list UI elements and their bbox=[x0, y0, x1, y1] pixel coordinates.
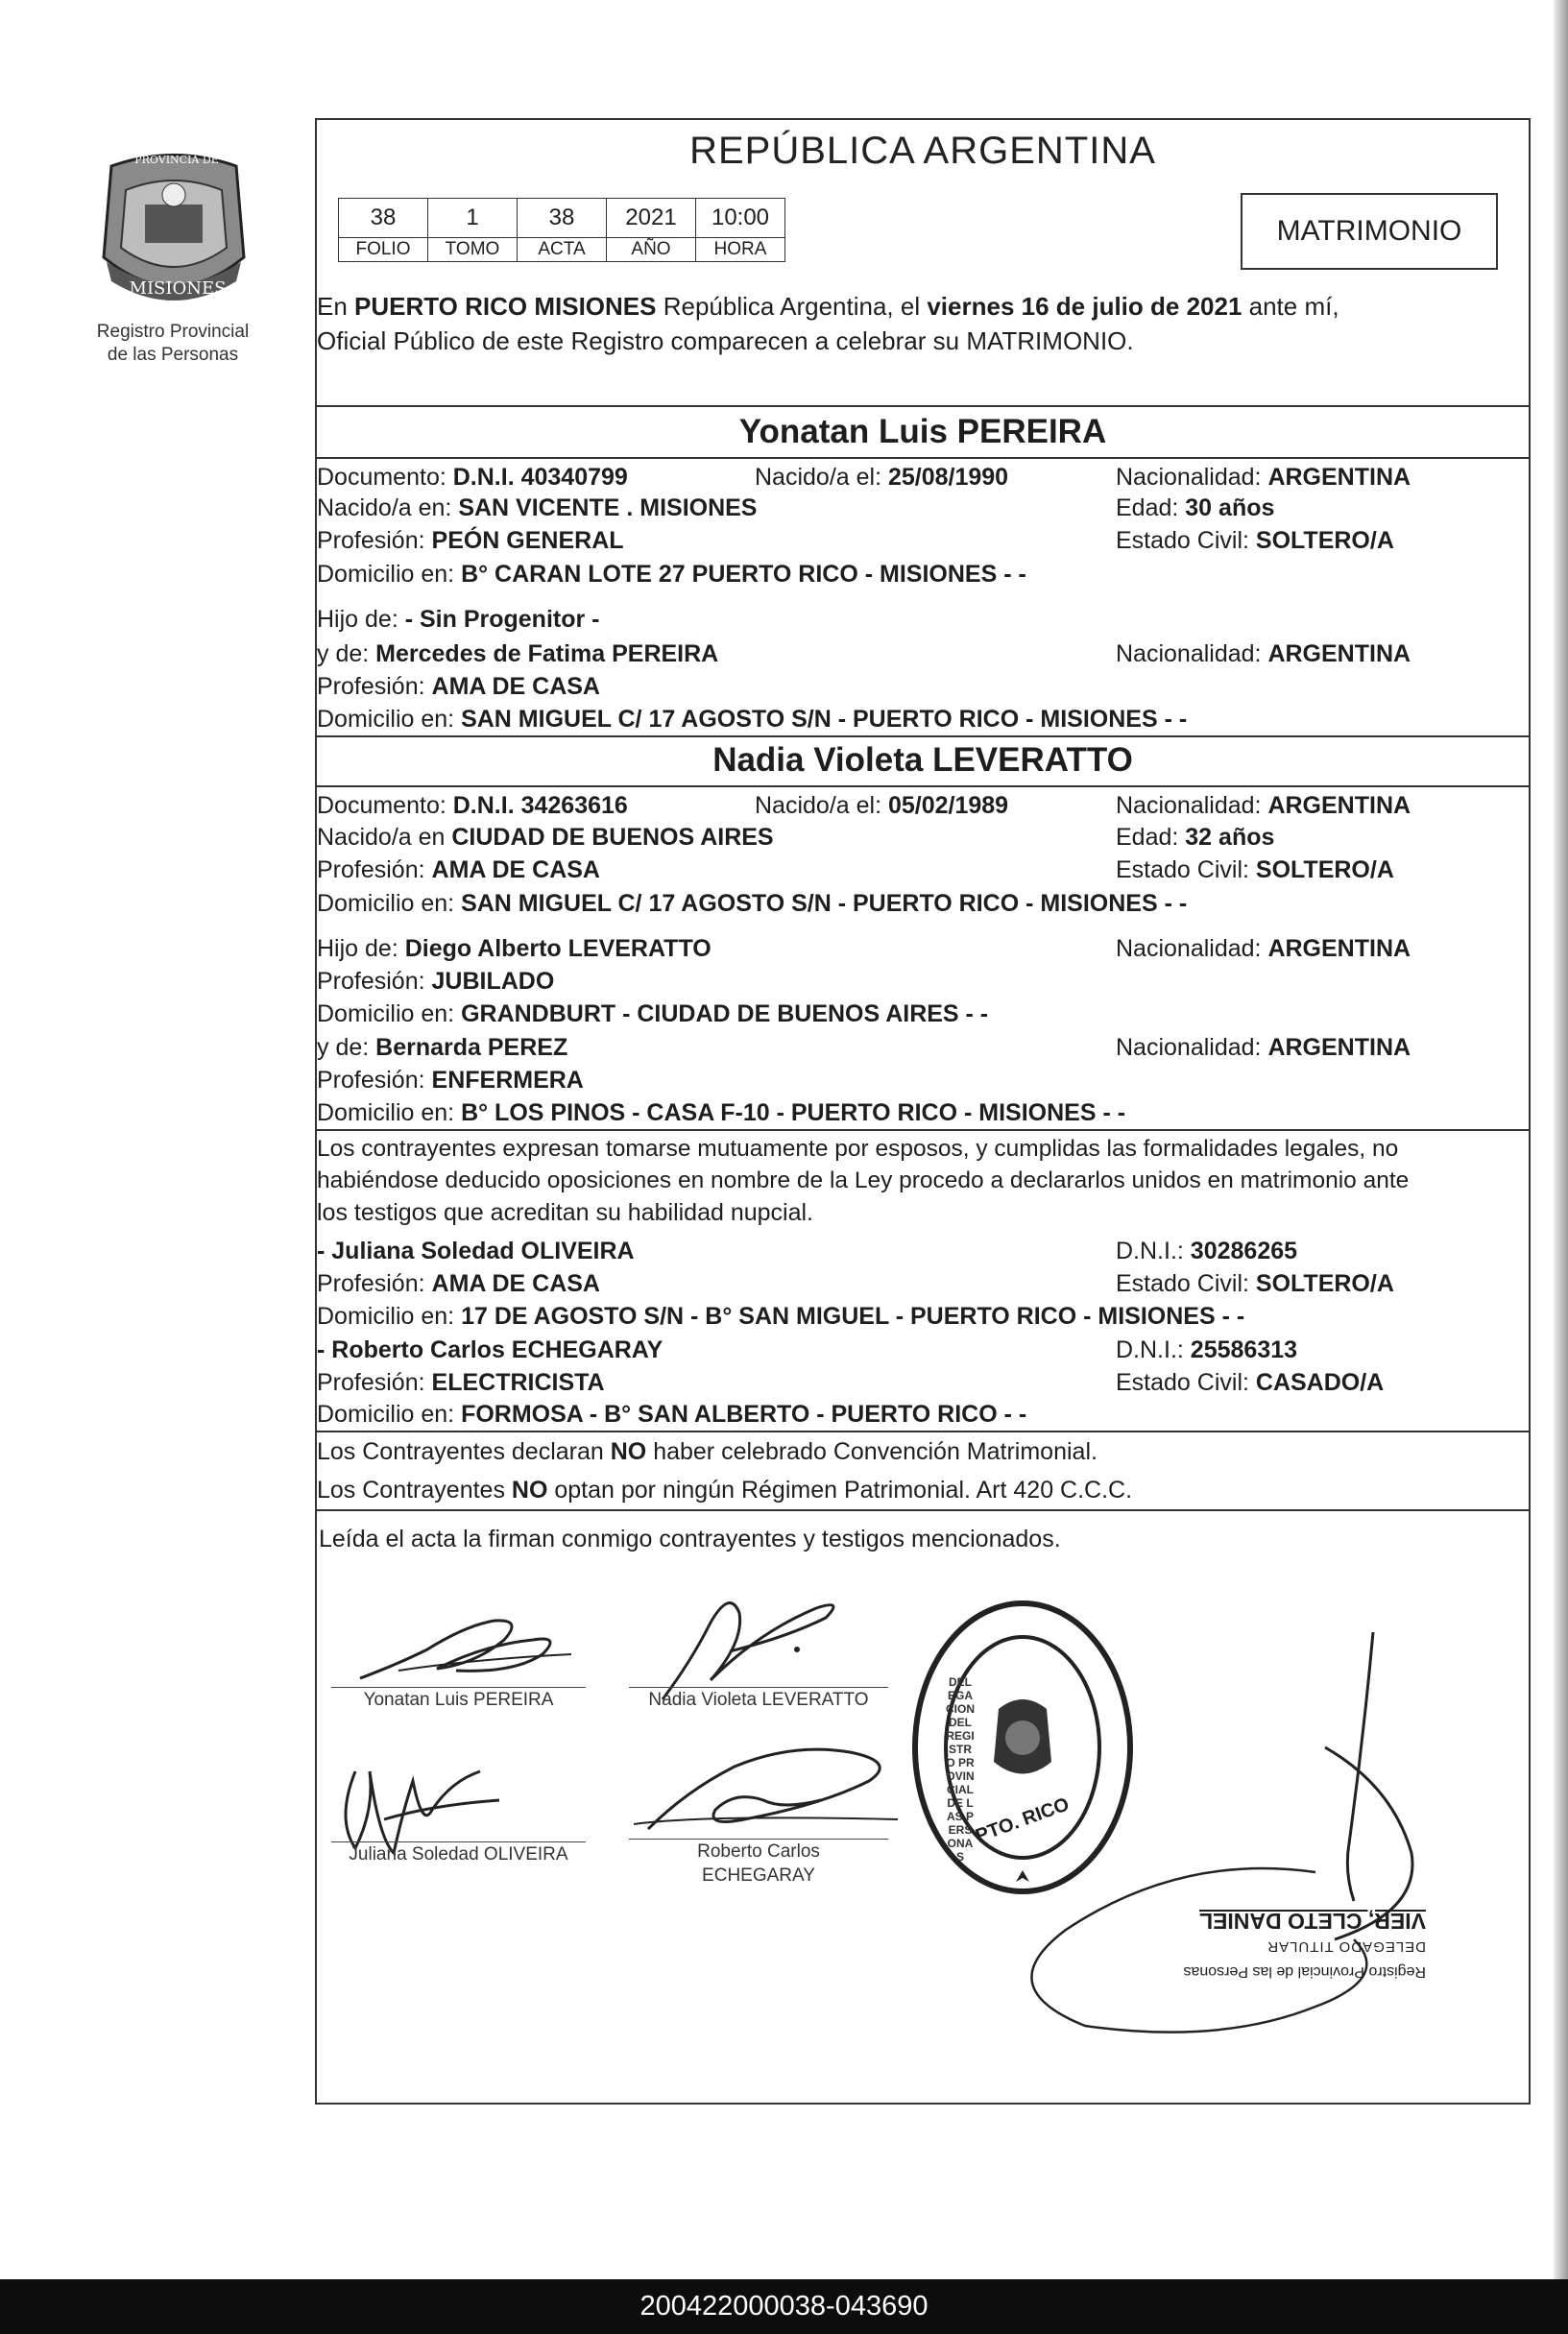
value: Mercedes de Fatima PEREIRA bbox=[375, 640, 719, 667]
bride-birth-date bbox=[755, 791, 1008, 820]
logo-caption bbox=[67, 321, 278, 367]
value: 25586313 bbox=[1190, 1336, 1298, 1363]
ano-value: 2021 bbox=[607, 199, 696, 238]
value: SOLTERO/A bbox=[1255, 527, 1394, 554]
official-stamp-line-1: VIER, CLETO DANIEL bbox=[1199, 1909, 1426, 1934]
groom-birth-place bbox=[317, 493, 758, 522]
label: D.N.I.: bbox=[1116, 1336, 1191, 1363]
tomo-label: TOMO bbox=[428, 238, 518, 262]
label: Profesión: bbox=[317, 1369, 432, 1396]
groom-name-header: Yonatan Luis PEREIRA bbox=[738, 413, 1107, 450]
witness1-profession bbox=[317, 1269, 600, 1298]
logo-bottom-text: MISIONES bbox=[129, 278, 227, 299]
witness1-dni bbox=[1116, 1237, 1297, 1265]
label: D.N.I.: bbox=[1116, 1238, 1191, 1264]
label: Documento: bbox=[317, 792, 453, 819]
bride-nationality bbox=[1116, 791, 1411, 820]
acta-label: ACTA bbox=[518, 238, 607, 262]
seal-center-text: PTO. RICO bbox=[973, 1793, 1073, 1847]
bride-mother-nationality bbox=[1116, 1033, 1411, 1062]
value: ARGENTINA bbox=[1267, 640, 1411, 667]
bride-name-header: Nadia Violeta LEVERATTO bbox=[712, 741, 1133, 779]
value: CASADO/A bbox=[1255, 1369, 1385, 1396]
label: Estado Civil: bbox=[1116, 1270, 1256, 1297]
value: SOLTERO/A bbox=[1255, 856, 1394, 883]
bride-mother-address bbox=[317, 1098, 1125, 1127]
groom-nationality bbox=[1116, 463, 1411, 492]
bride-father-profession bbox=[317, 967, 554, 996]
tomo-value: 1 bbox=[428, 199, 518, 238]
value: ARGENTINA bbox=[1267, 1034, 1411, 1061]
value: AMA DE CASA bbox=[431, 856, 600, 883]
intro-text: República Argentina, el bbox=[656, 292, 928, 321]
value: 25/08/1990 bbox=[887, 464, 1009, 491]
groom-mother-address bbox=[317, 705, 1187, 734]
declaration-line-2: habiéndose deducido oposiciones en nombre de la Ley procedo a declararlos unidos en matrimonio ante bbox=[317, 1167, 1410, 1193]
seal-ring-text: DELEGACION DEL REGISTRO PROVINCIAL DE LAS PERSONAS bbox=[946, 1675, 975, 1864]
value: B° LOS PINOS - CASA F-10 - PUERTO RICO - MISIONES - - bbox=[461, 1099, 1126, 1126]
value: 30286265 bbox=[1190, 1238, 1298, 1264]
groom-address bbox=[317, 560, 1026, 589]
closing-text: Leída el acta la firman conmigo contrayentes y testigos mencionados. bbox=[319, 1526, 1061, 1552]
value: ARGENTINA bbox=[1267, 935, 1411, 962]
label: Nacionalidad: bbox=[1116, 792, 1268, 819]
value: SAN MIGUEL C/ 17 AGOSTO S/N - PUERTO RICO - MISIONES - - bbox=[461, 706, 1188, 733]
text: Los Contrayentes bbox=[317, 1477, 512, 1504]
value: GRANDBURT - CIUDAD DE BUENOS AIRES - - bbox=[461, 1000, 989, 1027]
intro-line-1 bbox=[317, 290, 1339, 323]
hora-label: HORA bbox=[696, 238, 785, 262]
intro-text: ante mí, bbox=[1242, 292, 1339, 321]
label: Profesión: bbox=[317, 673, 432, 700]
label: Edad: bbox=[1116, 824, 1186, 851]
witness1-signature-label: Juliana Soledad OLIVEIRA bbox=[349, 1844, 568, 1865]
bride-father bbox=[317, 934, 712, 963]
value: CIUDAD DE BUENOS AIRES bbox=[451, 824, 774, 851]
bride-profession bbox=[317, 855, 600, 884]
value: 30 años bbox=[1185, 494, 1275, 521]
label: Domicilio en: bbox=[317, 561, 462, 588]
label: Domicilio en: bbox=[317, 890, 462, 917]
value: AMA DE CASA bbox=[431, 673, 600, 700]
divider bbox=[315, 1431, 1531, 1432]
label: Estado Civil: bbox=[1116, 856, 1256, 883]
label: y de: bbox=[317, 640, 376, 667]
groom-mother-nationality bbox=[1116, 639, 1411, 668]
signature-line bbox=[331, 1841, 586, 1842]
witness2-signature bbox=[629, 1723, 917, 1848]
logo-caption-line-1: Registro Provincial bbox=[96, 322, 250, 342]
label: Nacido/a el: bbox=[755, 464, 888, 491]
text-bold: NO bbox=[511, 1477, 548, 1504]
signature-line bbox=[629, 1839, 888, 1840]
footer-document-code: 200422000038-043690 bbox=[0, 2279, 1568, 2334]
label: Domicilio en: bbox=[317, 706, 462, 733]
logo-caption-line-2: de las Personas bbox=[107, 345, 239, 365]
label: Estado Civil: bbox=[1116, 1369, 1256, 1396]
folio-label: FOLIO bbox=[339, 238, 428, 262]
label: Nacionalidad: bbox=[1116, 935, 1268, 962]
bride-birth-place bbox=[317, 823, 774, 852]
official-stamp-line-3: Registro Provincial de las Personas bbox=[1183, 1963, 1426, 1980]
bride-address bbox=[317, 889, 1187, 918]
bride-document bbox=[317, 791, 628, 820]
value: Bernarda PEREZ bbox=[375, 1034, 568, 1061]
text: optan por ningún Régimen Patrimonial. Art 420 C.C.C. bbox=[547, 1477, 1133, 1504]
divider bbox=[315, 1129, 1531, 1131]
label: Nacionalidad: bbox=[1116, 464, 1268, 491]
witness2-signature-label-2: ECHEGARAY bbox=[702, 1865, 815, 1886]
text: Los Contrayentes declaran bbox=[317, 1438, 611, 1465]
logo-top-text: PROVINCIA DE bbox=[134, 154, 219, 166]
witness2-dni bbox=[1116, 1335, 1297, 1364]
value: B° CARAN LOTE 27 PUERTO RICO - MISIONES - - bbox=[461, 561, 1026, 588]
label: Domicilio en: bbox=[317, 1099, 462, 1126]
witness2-profession bbox=[317, 1368, 605, 1397]
intro-line-2: Oficial Público de este Registro comparecen a celebrar su MATRIMONIO. bbox=[317, 326, 1134, 355]
label: Nacido/a en bbox=[317, 824, 452, 851]
groom-signature-label: Yonatan Luis PEREIRA bbox=[363, 1690, 554, 1710]
bride-signature-label: Nadia Violeta LEVERATTO bbox=[648, 1690, 869, 1710]
groom-document bbox=[317, 463, 628, 492]
value: ARGENTINA bbox=[1267, 464, 1411, 491]
value: 17 DE AGOSTO S/N - B° SAN MIGUEL - PUERTO RICO - MISIONES - - bbox=[461, 1303, 1245, 1330]
official-stamp-text bbox=[1149, 1909, 1426, 1984]
document-type-box: MATRIMONIO bbox=[1241, 193, 1498, 270]
groom-mother-profession bbox=[317, 672, 600, 701]
value: Diego Alberto LEVERATTO bbox=[404, 935, 712, 962]
label: Profesión: bbox=[317, 856, 432, 883]
declaration-line-3: los testigos que acreditan su habilidad nupcial. bbox=[317, 1199, 814, 1226]
bride-mother bbox=[317, 1033, 567, 1062]
signature-line bbox=[331, 1687, 586, 1688]
value: ARGENTINA bbox=[1267, 792, 1411, 819]
label: Estado Civil: bbox=[1116, 527, 1256, 554]
convention-line-1 bbox=[317, 1437, 1098, 1466]
divider bbox=[315, 785, 1531, 787]
official-stamp-line-2: DELEGADO TITULAR bbox=[1266, 1938, 1426, 1955]
divider bbox=[315, 735, 1531, 737]
label: Nacionalidad: bbox=[1116, 1034, 1268, 1061]
witness2-address bbox=[317, 1400, 1026, 1429]
signature-line bbox=[629, 1687, 888, 1688]
value: ELECTRICISTA bbox=[431, 1369, 605, 1396]
label: Hijo de: bbox=[317, 606, 405, 633]
convention-line-2 bbox=[317, 1476, 1132, 1504]
groom-father bbox=[317, 605, 600, 634]
intro-place: PUERTO RICO MISIONES bbox=[354, 292, 657, 321]
value: D.N.I. 40340799 bbox=[452, 464, 628, 491]
ano-label: AÑO bbox=[607, 238, 696, 262]
divider bbox=[315, 457, 1531, 459]
folio-table bbox=[338, 198, 785, 262]
groom-birth-date bbox=[755, 463, 1008, 492]
label: Documento: bbox=[317, 464, 453, 491]
label: Edad: bbox=[1116, 494, 1186, 521]
bride-father-address bbox=[317, 999, 988, 1028]
label: y de: bbox=[317, 1034, 376, 1061]
label: Profesión: bbox=[317, 1067, 432, 1094]
groom-signature bbox=[341, 1611, 591, 1688]
divider bbox=[315, 405, 1531, 407]
value: 32 años bbox=[1185, 824, 1275, 851]
witness2-name: - Roberto Carlos ECHEGARAY bbox=[317, 1336, 663, 1363]
text: haber celebrado Convención Matrimonial. bbox=[646, 1438, 1098, 1465]
folio-value: 38 bbox=[339, 199, 428, 238]
witness1-address bbox=[317, 1302, 1244, 1331]
hora-value: 10:00 bbox=[696, 199, 785, 238]
label: Nacido/a el: bbox=[755, 792, 888, 819]
label: Nacionalidad: bbox=[1116, 640, 1268, 667]
page-title: REPÚBLICA ARGENTINA bbox=[689, 130, 1156, 172]
label: Nacido/a en: bbox=[317, 494, 459, 521]
label: Profesión: bbox=[317, 527, 432, 554]
label: Domicilio en: bbox=[317, 1401, 462, 1428]
divider bbox=[315, 1509, 1531, 1511]
label: Profesión: bbox=[317, 1270, 432, 1297]
acta-value: 38 bbox=[518, 199, 607, 238]
text-bold: NO bbox=[610, 1438, 647, 1465]
witness2-signature-label-1: Roberto Carlos bbox=[697, 1841, 820, 1862]
groom-age bbox=[1116, 493, 1274, 522]
groom-mother bbox=[317, 639, 718, 668]
label: Domicilio en: bbox=[317, 1000, 462, 1027]
value: SAN VICENTE . MISIONES bbox=[458, 494, 758, 521]
label: Hijo de: bbox=[317, 935, 405, 962]
value: PEÓN GENERAL bbox=[431, 527, 624, 554]
witness1-name: - Juliana Soledad OLIVEIRA bbox=[317, 1238, 635, 1264]
witness2-civil-status bbox=[1116, 1368, 1384, 1397]
value: D.N.I. 34263616 bbox=[452, 792, 628, 819]
intro-text: En bbox=[317, 292, 355, 321]
declaration-line-1: Los contrayentes expresan tomarse mutuamente por esposos, y cumplidas las formalidades legales, no bbox=[317, 1136, 1399, 1162]
label: Domicilio en: bbox=[317, 1303, 462, 1330]
value: FORMOSA - B° SAN ALBERTO - PUERTO RICO - - bbox=[461, 1401, 1027, 1428]
groom-profession bbox=[317, 526, 624, 555]
label: Profesión: bbox=[317, 968, 432, 995]
bride-civil-status bbox=[1116, 855, 1394, 884]
bride-father-nationality bbox=[1116, 934, 1411, 963]
page-edge-shadow bbox=[1554, 0, 1568, 2279]
groom-civil-status bbox=[1116, 526, 1394, 555]
value: - Sin Progenitor - bbox=[404, 606, 600, 633]
value: SAN MIGUEL C/ 17 AGOSTO S/N - PUERTO RICO - MISIONES - - bbox=[461, 890, 1188, 917]
bride-mother-profession bbox=[317, 1066, 584, 1095]
bride-age bbox=[1116, 823, 1274, 852]
value: AMA DE CASA bbox=[431, 1270, 600, 1297]
value: SOLTERO/A bbox=[1255, 1270, 1394, 1297]
witness1-civil-status bbox=[1116, 1269, 1394, 1298]
intro-date: viernes 16 de julio de 2021 bbox=[927, 292, 1242, 321]
value: ENFERMERA bbox=[431, 1067, 584, 1094]
value: 05/02/1989 bbox=[887, 792, 1009, 819]
value: JUBILADO bbox=[431, 968, 555, 995]
